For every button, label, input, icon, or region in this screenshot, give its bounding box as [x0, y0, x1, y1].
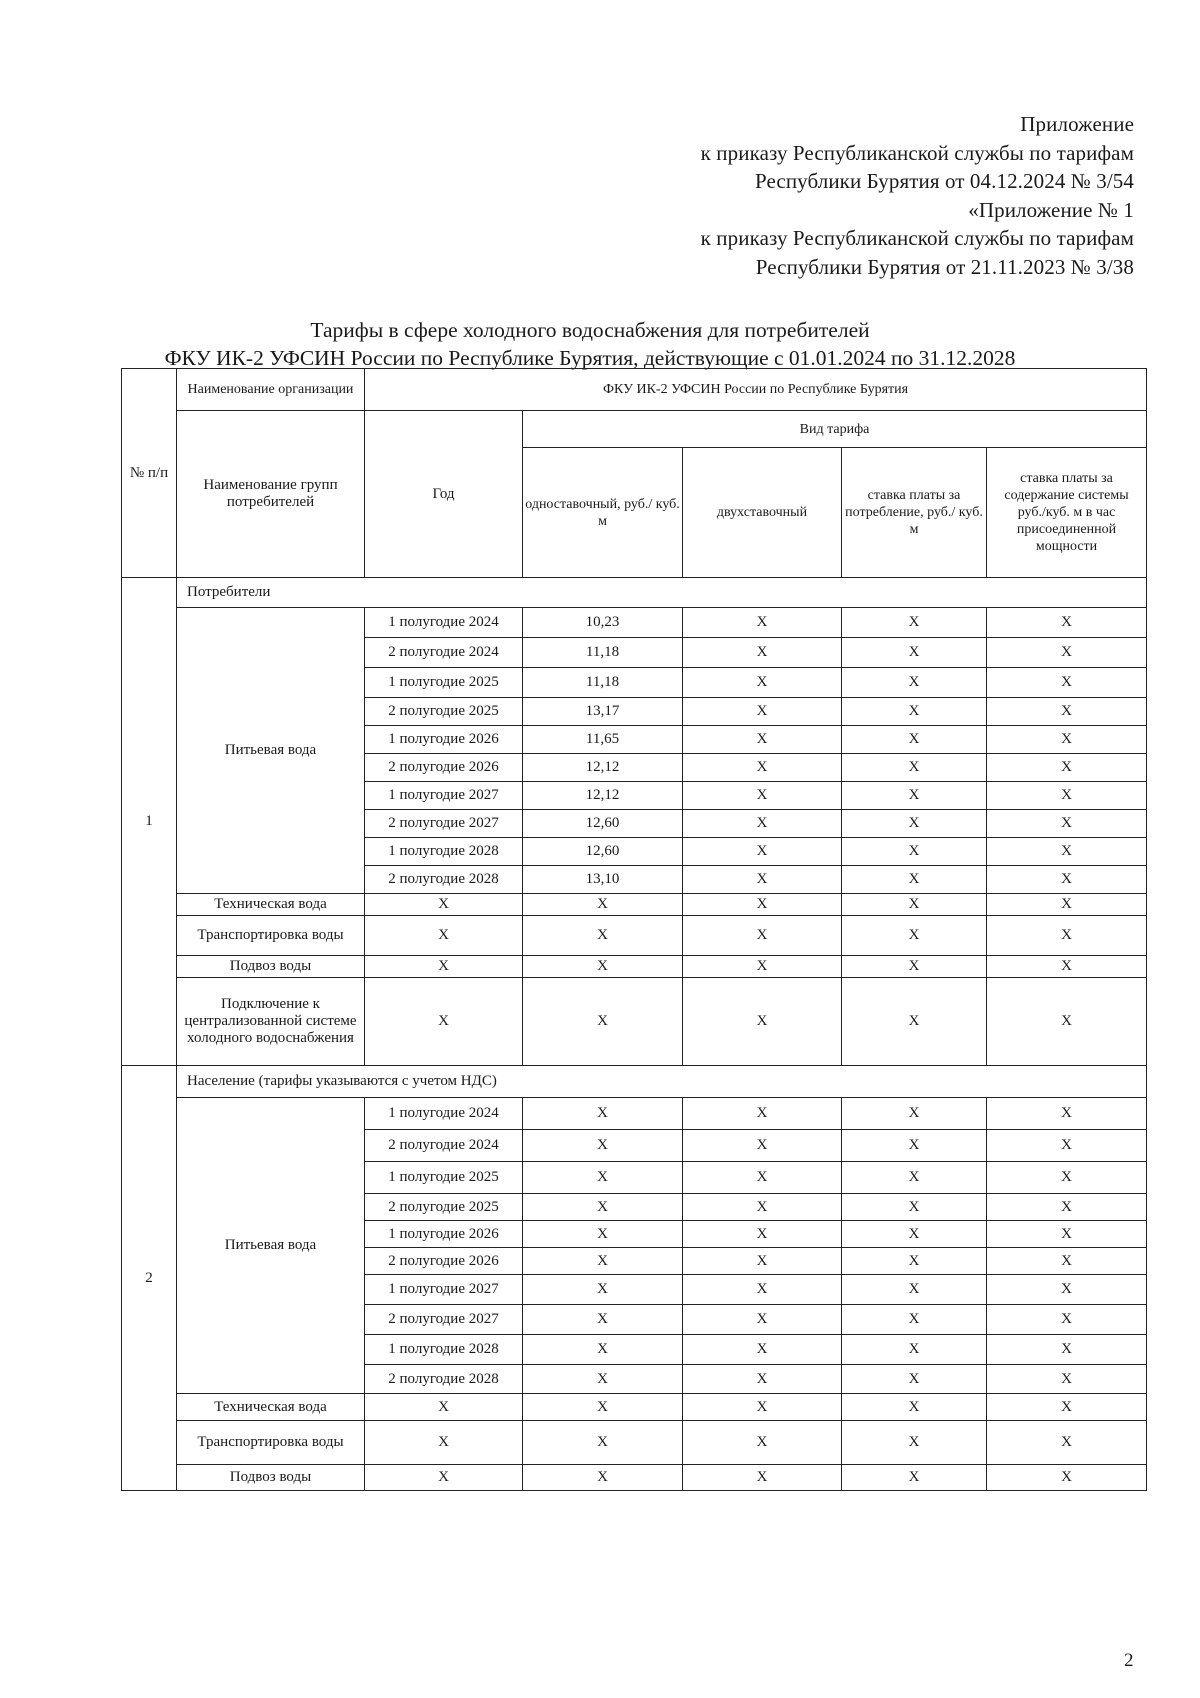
tariff-value-cell: X	[523, 1394, 683, 1421]
period-cell: 2 полугодие 2026	[365, 754, 523, 782]
tariff-value-cell: X	[683, 608, 842, 638]
header-org-label: Наименование организации	[177, 369, 365, 411]
tariff-value-cell: 11,18	[523, 668, 683, 698]
tariff-value-cell: 13,10	[523, 866, 683, 894]
consumer-group-label: Подвоз воды	[177, 956, 365, 978]
tariff-value-cell: X	[987, 894, 1147, 916]
tariff-value-cell: X	[365, 956, 523, 978]
table-row	[122, 978, 1147, 1066]
table-row	[122, 1421, 1147, 1465]
tariff-value-cell: X	[987, 1465, 1147, 1491]
header-line: Приложение	[1020, 112, 1134, 136]
header-single-rate: одноставочный, руб./ куб. м	[523, 448, 683, 578]
table-row	[122, 894, 1147, 916]
tariff-value-cell: X	[683, 668, 842, 698]
tariff-value-cell: X	[987, 1335, 1147, 1365]
header-line: к приказу Республиканской службы по тарифам	[700, 140, 1134, 165]
tariff-value-cell: X	[842, 916, 987, 956]
tariff-value-cell: X	[987, 608, 1147, 638]
period-cell: 1 полугодие 2028	[365, 838, 523, 866]
section-title: Потребители	[177, 578, 1147, 608]
tariff-value-cell: X	[683, 894, 842, 916]
tariff-value-cell: X	[365, 978, 523, 1066]
tariff-value-cell: X	[842, 608, 987, 638]
tariff-value-cell: X	[987, 866, 1147, 894]
period-cell: 1 полугодие 2026	[365, 1221, 523, 1248]
tariff-value-cell: X	[842, 1394, 987, 1421]
tariff-value-cell: X	[842, 810, 987, 838]
tariff-value-cell: X	[842, 726, 987, 754]
drinking-water-label: Питьевая вода	[177, 608, 365, 894]
tariff-value-cell: X	[523, 1421, 683, 1465]
section-title: Население (тарифы указываются с учетом НДС)	[177, 1066, 1147, 1098]
tariff-value-cell: X	[683, 1248, 842, 1275]
tariff-value-cell: X	[683, 866, 842, 894]
tariff-value-cell: X	[842, 1248, 987, 1275]
tariff-value-cell: 12,60	[523, 810, 683, 838]
tariff-value-cell: X	[683, 978, 842, 1066]
tariff-value-cell: X	[987, 1394, 1147, 1421]
period-cell: 2 полугодие 2026	[365, 1248, 523, 1275]
tariff-value-cell: X	[523, 1221, 683, 1248]
tariff-value-cell: X	[683, 838, 842, 866]
tariff-value-cell: X	[842, 1130, 987, 1162]
header-year: Год	[365, 411, 523, 578]
document-title	[120, 316, 1060, 372]
tariff-value-cell: 12,12	[523, 782, 683, 810]
header-line: Республики Бурятия от 04.12.2024 № 3/54	[754, 169, 1134, 193]
tariff-value-cell: X	[523, 1194, 683, 1221]
period-cell: 2 полугодие 2024	[365, 1130, 523, 1162]
tariff-value-cell: 12,60	[523, 838, 683, 866]
tariff-value-cell: X	[683, 698, 842, 726]
tariff-value-cell: X	[683, 1162, 842, 1194]
tariff-value-cell: X	[683, 726, 842, 754]
period-cell: 2 полугодие 2024	[365, 638, 523, 668]
tariff-value-cell: X	[842, 1194, 987, 1221]
header-tariff-type: Вид тарифа	[523, 411, 1147, 448]
tariff-value-cell: X	[523, 1130, 683, 1162]
period-cell: 1 полугодие 2026	[365, 726, 523, 754]
consumer-group-label: Подключение к централизованной системе холодного водоснабжения	[177, 978, 365, 1066]
tariff-value-cell: X	[842, 838, 987, 866]
tariff-value-cell: X	[987, 1421, 1147, 1465]
tariff-value-cell: X	[683, 1194, 842, 1221]
tariff-table-wrapper	[121, 368, 1146, 1491]
tariff-value-cell: X	[987, 638, 1147, 668]
drinking-water-label: Питьевая вода	[177, 1098, 365, 1394]
header-num: № п/п	[122, 369, 177, 578]
header-line: «Приложение № 1	[968, 197, 1134, 222]
tariff-value-cell: X	[842, 754, 987, 782]
tariff-value-cell: X	[683, 1305, 842, 1335]
tariff-value-cell: X	[987, 1365, 1147, 1394]
tariff-value-cell: X	[842, 698, 987, 726]
tariff-value-cell: X	[842, 1421, 987, 1465]
tariff-value-cell: X	[683, 1221, 842, 1248]
consumer-group-label: Подвоз воды	[177, 1465, 365, 1491]
period-cell: 1 полугодие 2024	[365, 608, 523, 638]
tariff-value-cell: X	[523, 1365, 683, 1394]
tariff-value-cell: X	[523, 978, 683, 1066]
period-cell: 2 полугодие 2025	[365, 698, 523, 726]
tariff-value-cell: 12,12	[523, 754, 683, 782]
tariff-value-cell: X	[683, 638, 842, 668]
header-two-rate: двухставочный	[683, 448, 842, 578]
tariff-value-cell: X	[683, 1098, 842, 1130]
tariff-value-cell: X	[987, 1248, 1147, 1275]
table-row	[122, 1465, 1147, 1491]
tariff-value-cell: X	[683, 1365, 842, 1394]
tariff-value-cell: X	[842, 1365, 987, 1394]
tariff-value-cell: X	[842, 956, 987, 978]
tariff-value-cell: X	[523, 1248, 683, 1275]
tariff-value-cell: X	[842, 638, 987, 668]
tariff-value-cell: X	[987, 698, 1147, 726]
title-line-1: Тарифы в сфере холодного водоснабжения для потребителей	[310, 318, 870, 342]
tariff-value-cell: X	[683, 956, 842, 978]
tariff-value-cell: X	[365, 1421, 523, 1465]
tariff-value-cell: X	[987, 668, 1147, 698]
appendix-header	[701, 110, 1134, 281]
tariff-value-cell: X	[523, 1335, 683, 1365]
tariff-value-cell: X	[842, 866, 987, 894]
tariff-value-cell: X	[683, 754, 842, 782]
tariff-value-cell: X	[683, 1130, 842, 1162]
period-cell: 1 полугодие 2024	[365, 1098, 523, 1130]
section-num: 2	[122, 1066, 177, 1491]
tariff-value-cell: X	[842, 894, 987, 916]
section-title-row	[122, 1066, 1147, 1098]
table-row	[122, 1098, 1147, 1130]
tariff-value-cell: X	[842, 1465, 987, 1491]
tariff-value-cell: X	[842, 1305, 987, 1335]
tariff-value-cell: X	[523, 1305, 683, 1335]
tariff-value-cell: X	[842, 668, 987, 698]
period-cell: 1 полугодие 2027	[365, 782, 523, 810]
tariff-value-cell: X	[523, 1162, 683, 1194]
header-groups-label: Наименование групп потребителей	[177, 411, 365, 578]
tariff-value-cell: X	[523, 916, 683, 956]
header-consumption-rate: ставка платы за потребление, руб./ куб. м	[842, 448, 987, 578]
section-num: 1	[122, 578, 177, 1066]
title-line-2: ФКУ ИК-2 УФСИН России по Республике Бурятия, действующие с 01.01.2024 по 31.12.2028	[164, 346, 1016, 370]
tariff-value-cell: X	[365, 916, 523, 956]
tariff-value-cell: X	[987, 956, 1147, 978]
header-org-name: ФКУ ИК-2 УФСИН России по Республике Бурятия	[365, 369, 1147, 411]
tariff-value-cell: X	[365, 1394, 523, 1421]
tariff-value-cell: X	[987, 838, 1147, 866]
tariff-value-cell: X	[987, 1305, 1147, 1335]
tariff-value-cell: X	[842, 782, 987, 810]
tariff-value-cell: X	[523, 1275, 683, 1305]
tariff-value-cell: X	[842, 1162, 987, 1194]
tariff-value-cell: X	[365, 894, 523, 916]
tariff-value-cell: 13,17	[523, 698, 683, 726]
tariff-value-cell: X	[987, 1194, 1147, 1221]
tariff-value-cell: X	[842, 1275, 987, 1305]
period-cell: 2 полугодие 2025	[365, 1194, 523, 1221]
table-row	[122, 1394, 1147, 1421]
tariff-value-cell: X	[683, 1421, 842, 1465]
tariff-value-cell: X	[987, 810, 1147, 838]
tariff-value-cell: X	[842, 1335, 987, 1365]
tariff-value-cell: X	[683, 1275, 842, 1305]
period-cell: 1 полугодие 2027	[365, 1275, 523, 1305]
period-cell: 1 полугодие 2025	[365, 668, 523, 698]
tariff-value-cell: 10,23	[523, 608, 683, 638]
tariff-value-cell: X	[523, 1465, 683, 1491]
tariff-value-cell: X	[987, 916, 1147, 956]
header-row-org	[122, 369, 1147, 411]
header-line: к приказу Республиканской службы по тарифам	[700, 226, 1134, 250]
tariff-value-cell: X	[683, 916, 842, 956]
tariff-value-cell: X	[987, 1162, 1147, 1194]
tariff-value-cell: X	[683, 1394, 842, 1421]
header-row-tariff-type	[122, 411, 1147, 448]
tariff-value-cell: X	[987, 782, 1147, 810]
consumer-group-label: Транспортировка воды	[177, 1421, 365, 1465]
tariff-value-cell: X	[987, 1275, 1147, 1305]
table-row	[122, 916, 1147, 956]
tariff-value-cell: X	[365, 1465, 523, 1491]
table-row	[122, 956, 1147, 978]
tariff-value-cell: X	[842, 1221, 987, 1248]
tariff-value-cell: X	[683, 1465, 842, 1491]
period-cell: 1 полугодие 2028	[365, 1335, 523, 1365]
period-cell: 2 полугодие 2028	[365, 1365, 523, 1394]
tariff-value-cell: X	[987, 978, 1147, 1066]
tariff-value-cell: 11,18	[523, 638, 683, 668]
header-maintenance-rate: ставка платы за содержание системы руб./куб. м в час присоединенной мощности	[987, 448, 1147, 578]
tariff-value-cell: X	[842, 1098, 987, 1130]
section-title-row	[122, 578, 1147, 608]
period-cell: 1 полугодие 2025	[365, 1162, 523, 1194]
tariff-table	[121, 368, 1147, 1491]
tariff-value-cell: X	[987, 1130, 1147, 1162]
tariff-value-cell: X	[683, 782, 842, 810]
tariff-value-cell: X	[683, 810, 842, 838]
consumer-group-label: Техническая вода	[177, 894, 365, 916]
tariff-value-cell: X	[523, 956, 683, 978]
consumer-group-label: Транспортировка воды	[177, 916, 365, 956]
period-cell: 2 полугодие 2027	[365, 1305, 523, 1335]
tariff-value-cell: X	[842, 978, 987, 1066]
tariff-value-cell: X	[523, 894, 683, 916]
table-row	[122, 608, 1147, 638]
consumer-group-label: Техническая вода	[177, 1394, 365, 1421]
tariff-value-cell: X	[987, 1221, 1147, 1248]
tariff-value-cell: 11,65	[523, 726, 683, 754]
tariff-value-cell: X	[987, 726, 1147, 754]
period-cell: 2 полугодие 2028	[365, 866, 523, 894]
header-line: Республики Бурятия от 21.11.2023 № 3/38	[755, 254, 1134, 279]
period-cell: 2 полугодие 2027	[365, 810, 523, 838]
tariff-value-cell: X	[523, 1098, 683, 1130]
tariff-value-cell: X	[987, 754, 1147, 782]
tariff-value-cell: X	[683, 1335, 842, 1365]
page-number: 2	[1124, 1650, 1134, 1671]
tariff-value-cell: X	[987, 1098, 1147, 1130]
